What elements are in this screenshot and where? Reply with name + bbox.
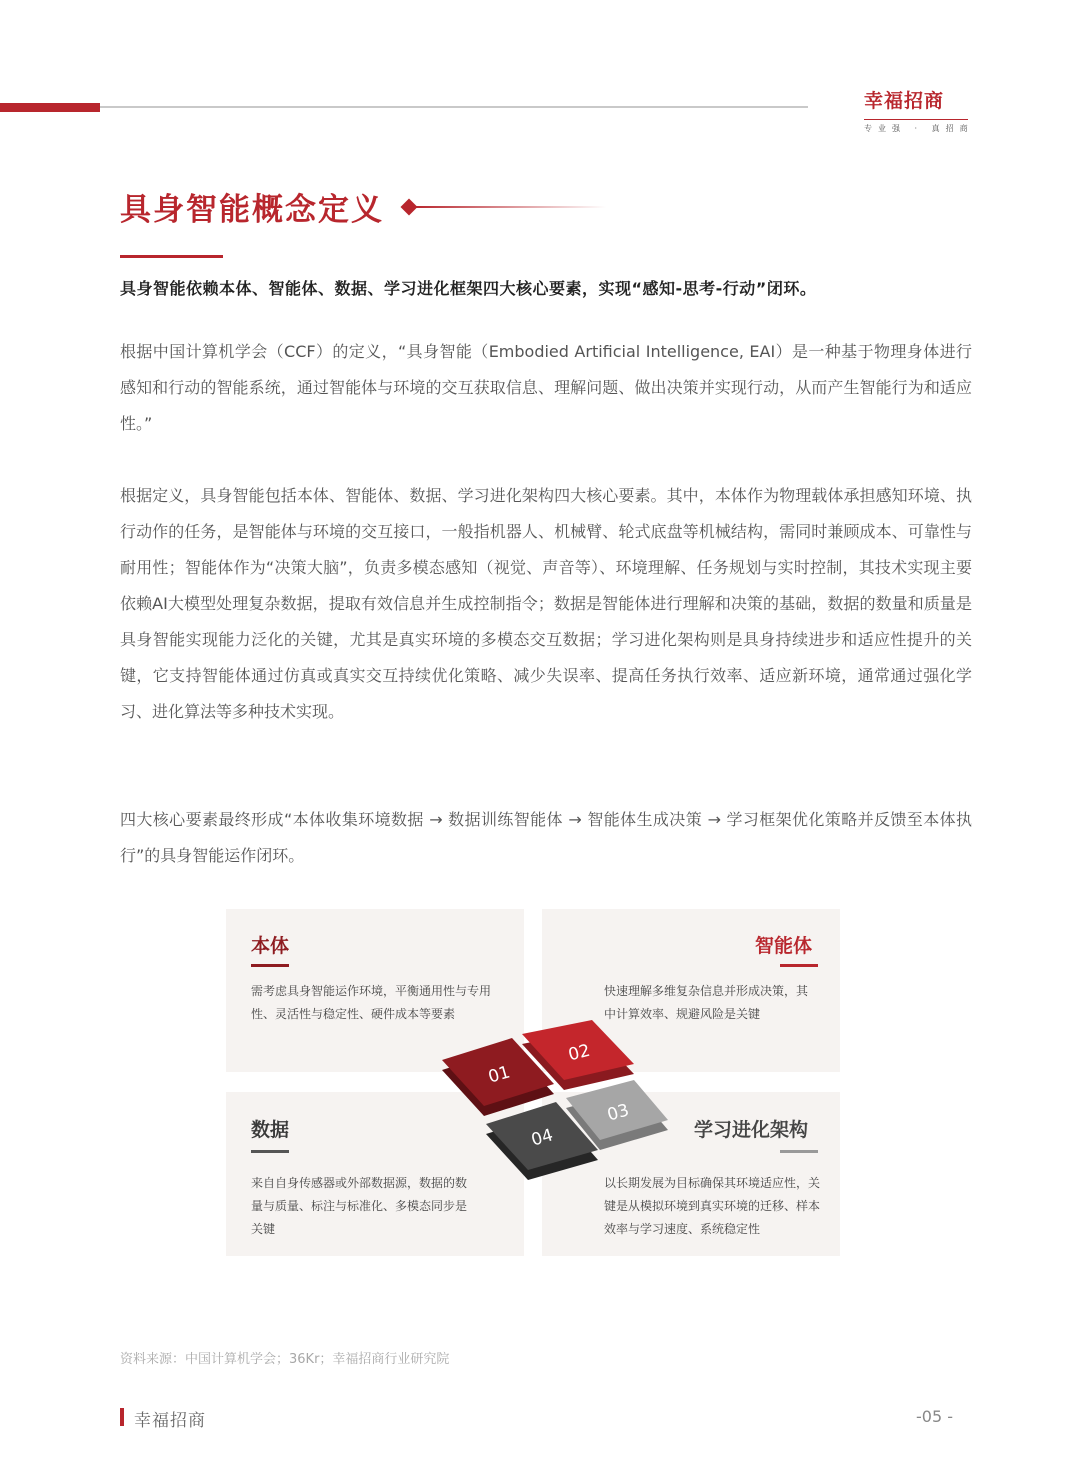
card-benti-text: 需考虑具身智能运作环境，平衡通用性与专用性、灵活性与稳定性、硬件成本等要素 xyxy=(251,984,492,1021)
card-xuexi-bar xyxy=(780,1150,818,1153)
tile-01-label: 01 xyxy=(486,1062,513,1088)
card-xuexi-text: 以长期发展为目标确保其环境适应性，关键是从模拟环境到真实环境的迁移、样本效率与学习速度、系统稳定性 xyxy=(604,1176,821,1236)
paragraph-2: 根据定义，具身智能包括本体、智能体、数据、学习进化架构四大核心要素。其中，本体作为物理载体承担感知环境、执行动作的任务，是智能体与环境的交互接口，一般指机器人、机械臂、轮式底盘等机械结构，需同时兼顾成本、可靠性与耐用性；智能体作为“决策大脑”，负责多模态感知（视觉、声音等）、环境理解、任务规划与实时控制，其技术实现主要依赖AI大模型处理复杂数据，提取有效信息并生成控制指令；数据是智能体进行理解和决策的基础，数据的数量和质量是具身智能实现能力泛化的关键，尤其是真实环境的多模态交互数据；学习进化架构则是具身持续进步和适应性提升的关键，它支持智能体通过仿真或真实交互持续优化策略、减少失误率、提高任务执行效率、适应新环境，通常通过强化学习、进化算法等多种技术实现。 xyxy=(120,486,972,721)
brand-logo xyxy=(864,86,972,134)
title-line-ornament xyxy=(414,206,606,208)
card-shuju-title: 数据 xyxy=(251,1119,290,1141)
footer-accent-bar xyxy=(120,1408,124,1426)
card-xuexi-title: 学习进化架构 xyxy=(694,1119,809,1141)
card-zhinengti-text: 快速理解多维复杂信息并形成决策，其中计算效率、规避风险是关键 xyxy=(604,984,809,1021)
title-underline xyxy=(120,255,223,258)
paragraph-3: 四大核心要素最终形成“本体收集环境数据 → 数据训练智能体 → 智能体生成决策 → 学习框架优化策略并反馈至本体执行”的具身智能运作闭环。 xyxy=(120,810,972,865)
card-zhinengti-title: 智能体 xyxy=(755,935,813,957)
source-note: 资料来源：中国计算机学会；36Kr；幸福招商行业研究院 xyxy=(120,1352,450,1367)
card-zhinengti-bar xyxy=(780,964,818,967)
footer-brand: 幸福招商 xyxy=(134,1411,206,1431)
section-title: 具身智能概念定义 xyxy=(120,192,384,228)
header-rule xyxy=(100,106,808,108)
tile-04-label: 04 xyxy=(529,1125,556,1151)
logo-slogan: 专业强 · 真招商 xyxy=(864,119,968,134)
card-shuju-bar xyxy=(251,1150,289,1153)
tile-02-label: 02 xyxy=(566,1040,593,1066)
card-shuju-text: 来自自身传感器或外部数据源，数据的数量与质量、标注与标准化、多模态同步是关键 xyxy=(251,1176,468,1236)
lead-sentence: 具身智能依赖本体、智能体、数据、学习进化框架四大核心要素，实现“感知-思考-行动”闭环。 xyxy=(120,279,817,298)
logo-main-text: 幸福招商 xyxy=(864,90,945,112)
core-elements-tiles xyxy=(436,1016,672,1186)
card-benti-bar xyxy=(251,964,289,967)
card-benti-title: 本体 xyxy=(251,935,290,957)
page-number: -05 - xyxy=(916,1407,953,1426)
header-accent-bar xyxy=(0,103,100,112)
tile-03-label: 03 xyxy=(605,1100,632,1126)
paragraph-1: 根据中国计算机学会（CCF）的定义，“具身智能（Embodied Artificial Intelligence, EAI）是一种基于物理身体进行感知和行动的智能系统，通过智能体与环境的交互获取信息、理解问题、做出决策并实现行动，从而产生智能行为和适应性。” xyxy=(120,342,972,433)
